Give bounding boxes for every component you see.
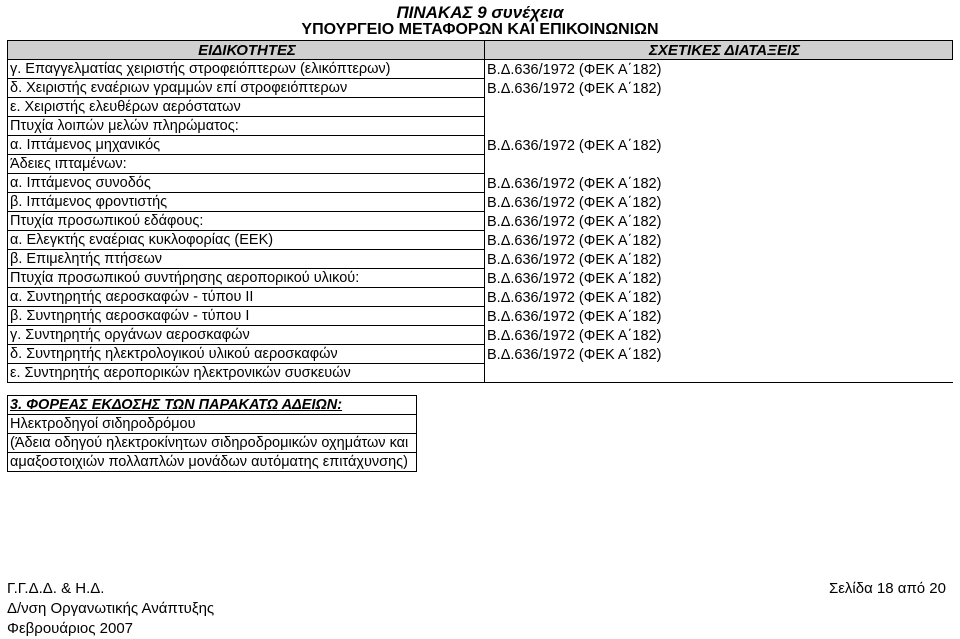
specialty-cell: β. Ιπτάμενος φροντιστής bbox=[8, 193, 485, 212]
specialty-cell: δ. Χειριστής εναέριων γραμμών επί στροφειόπτερων bbox=[8, 79, 485, 98]
footer-left bbox=[7, 579, 214, 639]
section-line: Ηλεκτροδηγοί σιδηροδρόμου bbox=[8, 415, 416, 434]
table-row bbox=[8, 117, 953, 136]
table-header-row bbox=[8, 41, 953, 60]
regulation-cell bbox=[485, 364, 953, 383]
table-row bbox=[8, 288, 953, 307]
regulation-cell: Β.Δ.636/1972 (ΦΕΚ Α΄182) bbox=[485, 326, 953, 345]
table-row bbox=[8, 79, 953, 98]
section-line: αμαξοστοιχιών πολλαπλών μονάδων αυτόματης επιτάχυνσης) bbox=[10, 454, 408, 470]
regulation-cell: Β.Δ.636/1972 (ΦΕΚ Α΄182) bbox=[485, 212, 953, 231]
page-number: Σελίδα 18 από 20 bbox=[828, 580, 946, 597]
specialty-cell: β. Συντηρητής αεροσκαφών - τύπου Ι bbox=[8, 307, 485, 326]
regulation-cell: Β.Δ.636/1972 (ΦΕΚ Α΄182) bbox=[485, 250, 953, 269]
regulation-cell: Β.Δ.636/1972 (ΦΕΚ Α΄182) bbox=[485, 307, 953, 326]
table-row bbox=[8, 345, 953, 364]
specialty-cell: Άδειες ιπταμένων: bbox=[8, 155, 485, 174]
section-line: (Άδεια οδηγού ηλεκτροκίνητων σιδηροδρομικών οχημάτων και bbox=[8, 434, 416, 453]
regulation-cell bbox=[485, 155, 953, 174]
table-row bbox=[8, 212, 953, 231]
regulation-cell: Β.Δ.636/1972 (ΦΕΚ Α΄182) bbox=[485, 60, 953, 79]
regulation-cell bbox=[485, 117, 953, 136]
specialty-cell: ε. Συντηρητής αεροπορικών ηλεκτρονικών συσκευών bbox=[8, 364, 485, 383]
table-row bbox=[8, 174, 953, 193]
footer-date: Φεβρουάριος 2007 bbox=[7, 620, 134, 637]
header-regulations: ΣΧΕΤΙΚΕΣ ΔΙΑΤΑΞΕΙΣ bbox=[485, 41, 953, 60]
header-specialties: ΕΙΔΙΚΟΤΗΤΕΣ bbox=[8, 41, 485, 60]
section-heading: 3. ΦΟΡΕΑΣ ΕΚΔΟΣΗΣ ΤΩΝ ΠΑΡΑΚΑΤΩ ΑΔΕΙΩΝ: bbox=[8, 396, 416, 415]
specialties-table bbox=[7, 40, 953, 383]
footer-org: Γ.Γ.Δ.Δ. & Η.Δ. bbox=[7, 580, 105, 597]
table-row bbox=[8, 136, 953, 155]
specialty-cell: α. Ιπτάμενος μηχανικός bbox=[8, 136, 485, 155]
table-row bbox=[8, 250, 953, 269]
specialty-cell: α. Ελεγκτής εναέριας κυκλοφορίας (ΕΕΚ) bbox=[8, 231, 485, 250]
page-title: ΠΙΝΑΚΑΣ 9 συνέχεια bbox=[396, 3, 564, 22]
regulation-cell: Β.Δ.636/1972 (ΦΕΚ Α΄182) bbox=[485, 174, 953, 193]
table-row bbox=[8, 193, 953, 212]
specialty-cell: γ. Επαγγελματίας χειριστής στροφειόπτερων (ελικόπτερων) bbox=[8, 60, 485, 79]
page-subtitle: ΥΠΟΥΡΓΕΙΟ ΜΕΤΑΦΟΡΩΝ ΚΑΙ ΕΠΙΚΟΙΝΩΝΙΩΝ bbox=[301, 21, 659, 38]
footer-department: Δ/νση Οργανωτικής Ανάπτυξης bbox=[7, 600, 215, 617]
specialty-cell: δ. Συντηρητής ηλεκτρολογικού υλικού αεροσκαφών bbox=[8, 345, 485, 364]
issuing-authority-section bbox=[7, 395, 417, 472]
table-row bbox=[8, 231, 953, 250]
regulation-cell bbox=[485, 98, 953, 117]
table-row bbox=[8, 269, 953, 288]
specialty-cell: α. Ιπτάμενος συνοδός bbox=[8, 174, 485, 193]
specialty-cell: β. Επιμελητής πτήσεων bbox=[8, 250, 485, 269]
table-row bbox=[8, 98, 953, 117]
regulation-cell: Β.Δ.636/1972 (ΦΕΚ Α΄182) bbox=[485, 193, 953, 212]
specialty-cell: ε. Χειριστής ελευθέρων αερόστατων bbox=[8, 98, 485, 117]
specialty-cell: α. Συντηρητής αεροσκαφών - τύπου ΙΙ bbox=[8, 288, 485, 307]
regulation-cell: Β.Δ.636/1972 (ΦΕΚ Α΄182) bbox=[485, 288, 953, 307]
regulation-cell: Β.Δ.636/1972 (ΦΕΚ Α΄182) bbox=[485, 269, 953, 288]
table-row bbox=[8, 155, 953, 174]
regulation-cell: Β.Δ.636/1972 (ΦΕΚ Α΄182) bbox=[485, 79, 953, 98]
specialty-cell: Πτυχία προσωπικού εδάφους: bbox=[8, 212, 485, 231]
specialty-cell: Πτυχία προσωπικού συντήρησης αεροπορικού υλικού: bbox=[8, 269, 485, 288]
table-row bbox=[8, 364, 953, 383]
table-row bbox=[8, 60, 953, 79]
regulation-cell: Β.Δ.636/1972 (ΦΕΚ Α΄182) bbox=[485, 231, 953, 250]
table-row bbox=[8, 307, 953, 326]
regulation-cell: Β.Δ.636/1972 (ΦΕΚ Α΄182) bbox=[485, 136, 953, 155]
table-row bbox=[8, 326, 953, 345]
specialty-cell: Πτυχία λοιπών μελών πληρώματος: bbox=[8, 117, 485, 136]
specialty-cell: γ. Συντηρητής οργάνων αεροσκαφών bbox=[8, 326, 485, 345]
regulation-cell: Β.Δ.636/1972 (ΦΕΚ Α΄182) bbox=[485, 345, 953, 364]
